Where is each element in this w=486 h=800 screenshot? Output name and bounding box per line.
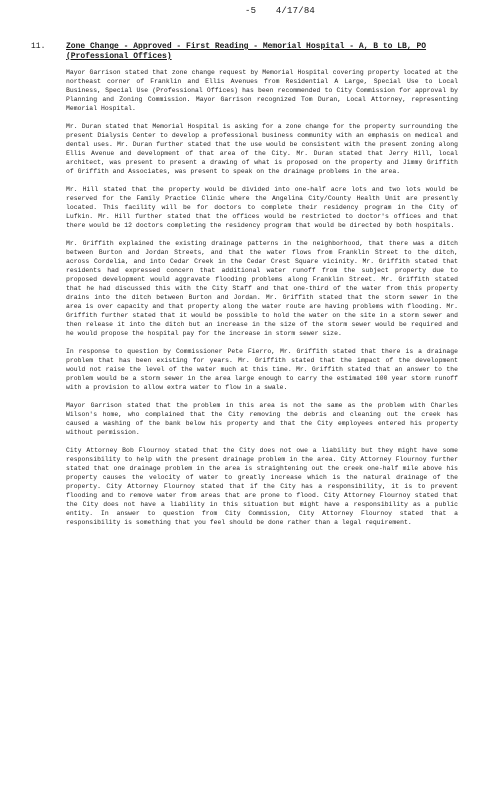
paragraph: Mayor Garrison stated that zone change request by Memorial Hospital covering property located at the northeast corner of Franklin and Ellis Avenues from Residential A Large, Special Use to Local Business, Special Use (Professional Offices) has been recommended to City Commission for approval by Planning and Zoning Commission. Mayor Garrison recognized Tom Duran, Local Attorney, representing Memorial Hospital. [66,69,458,112]
meeting-date: 4/17/84 [275,6,316,16]
page-header [245,6,315,16]
page-number: -5 [245,6,257,16]
agenda-item-title: Zone Change - Approved - First Reading - Memorial Hospital - A, B to LB, PO (Professional Offices) [66,42,427,61]
paragraph: Mr. Griffith explained the existing drainage patterns in the neighborhood, that there was a ditch between Burton and Jordan Streets, and that the water flows from Franklin Street to the ditch, across Cordelia, and into Cedar Creek in the Cedar Crest Square vicinity. Mr. Griffith stated that residents had expressed concern that additional water runoff from the subject property due to proposed development would aggravate flooding problems along Franklin Street. Mr. Griffith stated that he had discussed this with the City Staff and that one-third of the water from this property drains into the ditch between Burton and Jordan. Mr. Griffith stated that the storm sewer in the area is over capacity and that property along the water route are having problems with flooding. Mr. Griffith further stated that it would be possible to hold the water on the site in a storm sewer and then release it into the ditch but an increase in the size of the storm sewer would be required and he would propose the hospital pay for the increase in storm sewer size. [66,240,458,337]
paragraph: In response to question by Commissioner Pete Fierro, Mr. Griffith stated that there is a drainage problem that has been existing for years. Mr. Griffith stated that the impact of the development would not raise the level of the water much at this time. Mr. Griffith stated that an answer to the problem would be a storm sewer in the area large enough to carry the estimated 100 year storm runoff with a provision to allow extra water to flow in a swale. [66,348,458,391]
paragraph: City Attorney Bob Flournoy stated that the City does not owe a liability but they might have some responsibility to help with the present drainage problem in the area. City Attorney Flournoy further stated that one drainage problem in the area is straightening out the creek one-half mile above his property causes the velocity of water to greatly increase which is the natural drainage of the property. City Attorney Flournoy stated that if the City has a responsibility, it is to prevent flooding and to remove water from areas that are prone to flood. City Attorney Flournoy stated that the City does not have a liability in this situation but might have a responsibility as a public entity. In answer to question from City Commission, City Attorney Flournoy stated that a responsibility is something that you feel should be done rather than a legal requirement. [66,447,458,526]
minutes-body [66,68,458,536]
paragraph: Mr. Duran stated that Memorial Hospital is asking for a zone change for the property surrounding the present Dialysis Center to develop a professional business community with an emphasis on medical and dental uses. Mr. Duran further stated that the use would be consistent with the present zoning along Ellis Avenue and development of that area of the City. Mr. Duran stated that Jerry Hill, local architect, was present to present a drawing of what is proposed on the property and Jimmy Griffith of Griffith and Associates, was present to speak on the drainage problems in the area. [66,123,458,175]
paragraph: Mr. Hill stated that the property would be divided into one-half acre lots and two lots would be reserved for the Family Practice Clinic where the Angelina City/County Health Unit are presently located. This facility will be for doctors to complete their residency program in the City of Lufkin. Mr. Hill further stated that the offices would be restricted to doctor's offices and that there would be 12 doctors completing the residency program that would be directed by both hospitals. [66,186,458,229]
agenda-item-number: 11. [31,42,46,51]
paragraph: Mayor Garrison stated that the problem in this area is not the same as the problem with Charles Wilson's home, who complained that the City removing the debris and cleaning out the creek has caused a washing of the bank below his property and that the City employees entered his property without permission. [66,402,458,436]
